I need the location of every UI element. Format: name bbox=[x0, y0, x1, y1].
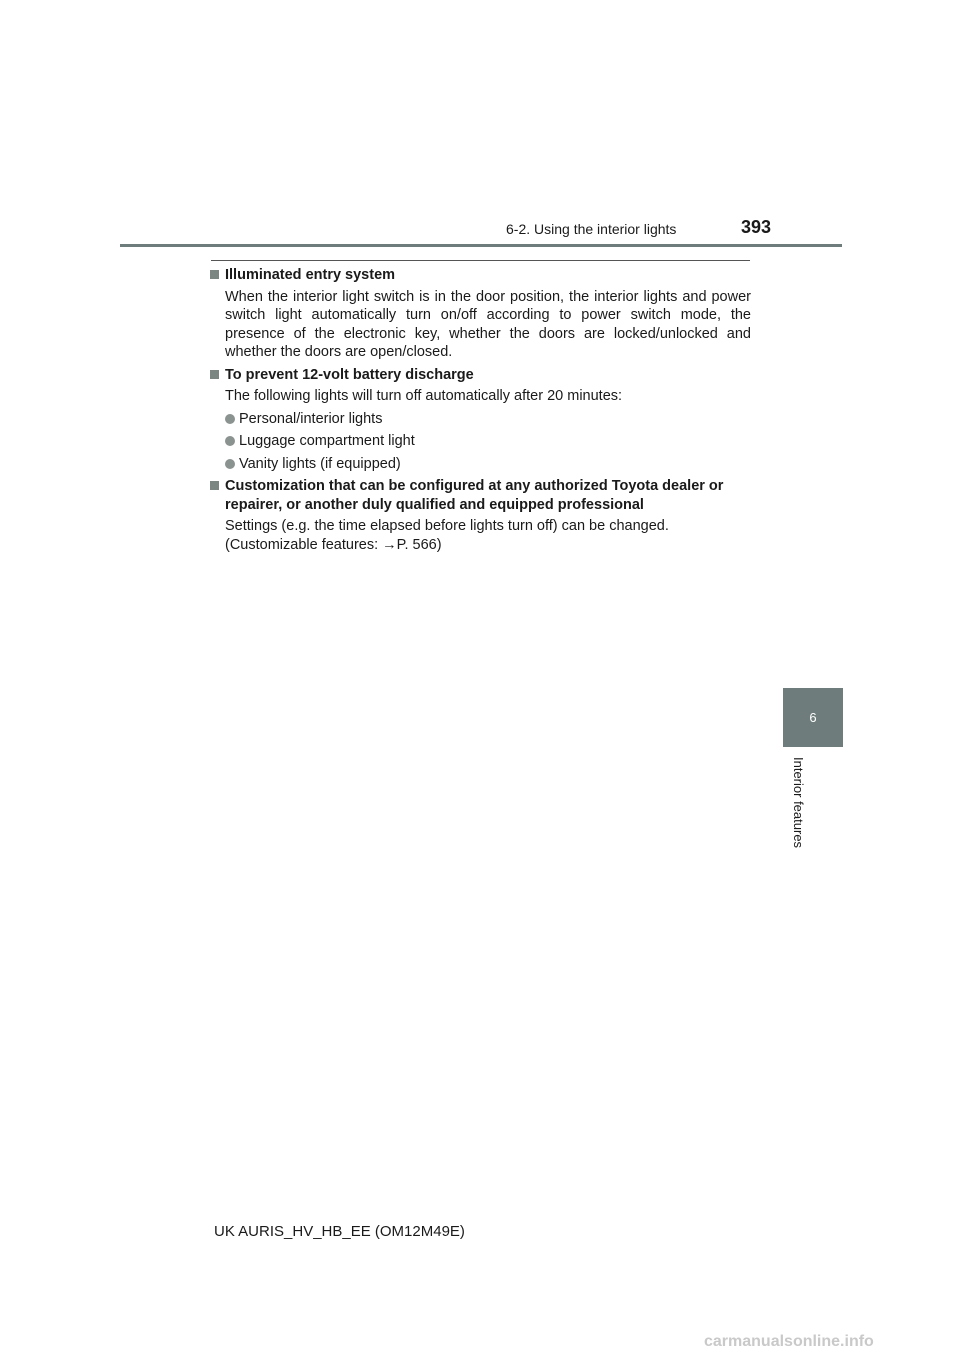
list-item bbox=[210, 455, 751, 474]
section-paragraph: When the interior light switch is in the door position, the interior lights and power switch light automatically turn on/off according to power switch mode, the presence of the electronic key, whether the doors are locked/unlocked and whether the doors are open/closed. bbox=[225, 288, 751, 360]
square-bullet-icon bbox=[210, 370, 219, 379]
section-paragraph: The following lights will turn off automatically after 20 minutes: bbox=[225, 388, 623, 404]
content-divider bbox=[211, 260, 750, 261]
section-title: 6-2. Using the interior lights bbox=[506, 221, 677, 237]
document-code: UK AURIS_HV_HB_EE (OM12M49E) bbox=[214, 1223, 465, 1240]
header-divider bbox=[120, 244, 842, 247]
page-content bbox=[210, 266, 751, 554]
square-bullet-icon bbox=[210, 270, 219, 279]
heading-text: Illuminated entry system bbox=[225, 267, 396, 283]
list-item-text: Luggage compartment light bbox=[239, 433, 415, 449]
circle-bullet-icon bbox=[225, 436, 235, 446]
section-heading bbox=[210, 477, 751, 514]
square-bullet-icon bbox=[210, 481, 219, 490]
circle-bullet-icon bbox=[225, 414, 235, 424]
cross-reference: (Customizable features: →P. 566) bbox=[225, 536, 442, 553]
chapter-label: Interior features bbox=[791, 757, 806, 849]
list-item bbox=[210, 432, 751, 451]
page-number: 393 bbox=[741, 217, 772, 237]
section-paragraph bbox=[210, 517, 751, 554]
section-heading bbox=[210, 266, 751, 285]
list-item bbox=[210, 410, 751, 429]
heading-text: To prevent 12-volt battery discharge bbox=[225, 366, 474, 383]
chapter-number: 6 bbox=[809, 710, 817, 725]
list-item-text: Vanity lights (if equipped) bbox=[239, 455, 401, 472]
list-item-text: Personal/interior lights bbox=[239, 410, 383, 427]
watermark: carmanualsonline.info bbox=[704, 1333, 874, 1350]
chapter-tab bbox=[783, 688, 843, 747]
circle-bullet-icon bbox=[225, 459, 235, 469]
paragraph-line: Settings (e.g. the time elapsed before lights turn off) can be changed. bbox=[225, 518, 669, 534]
section-heading bbox=[210, 366, 751, 385]
heading-text: Customization that can be configured at any authorized Toyota dealer or repairer, or another duly qualified and equipped professional bbox=[225, 478, 724, 513]
